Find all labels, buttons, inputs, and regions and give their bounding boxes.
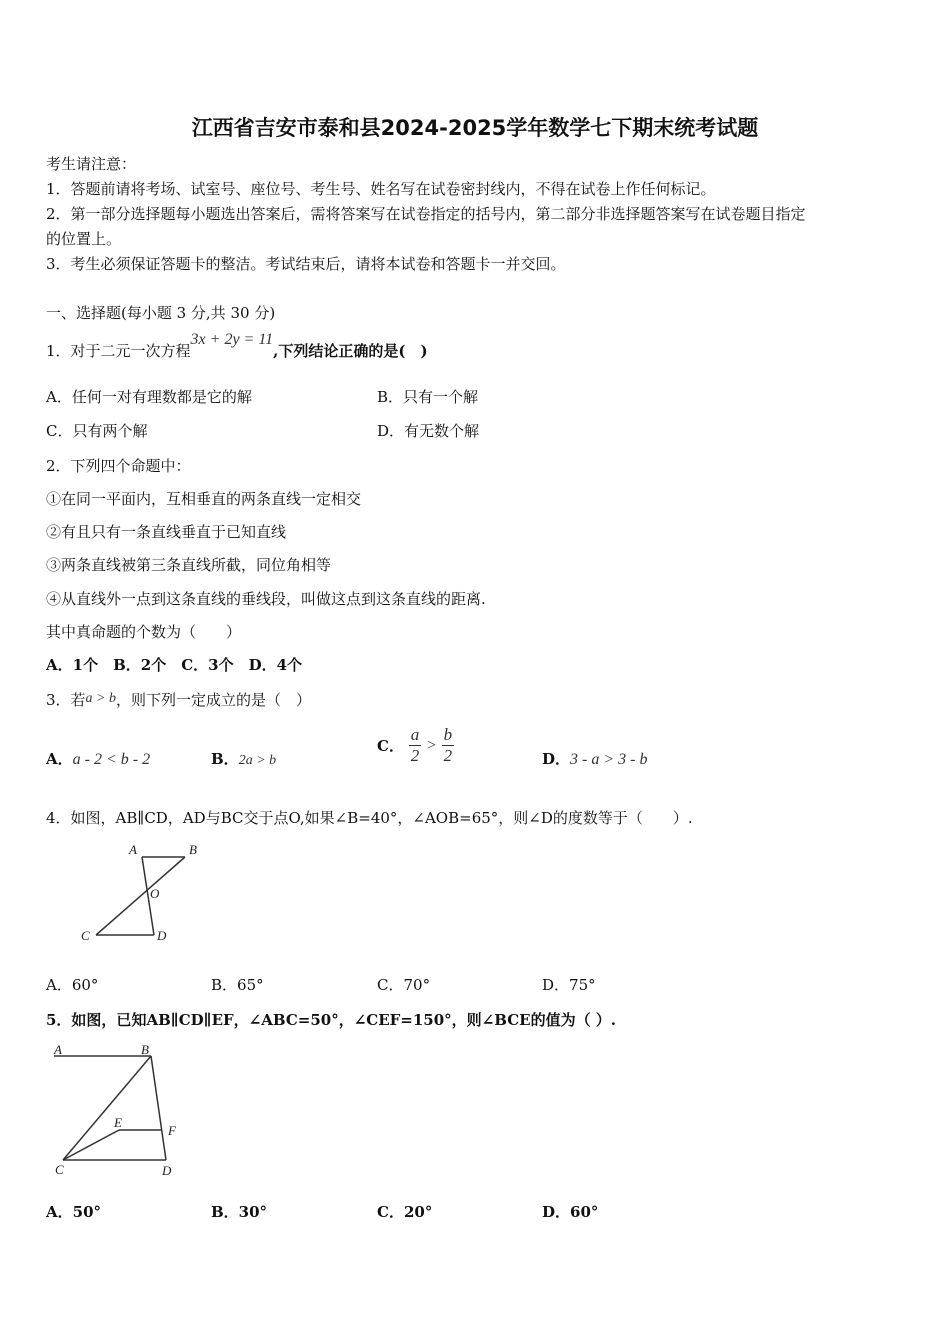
q3-option-a: [46, 748, 150, 769]
notice-heading: 考生请注意：: [46, 155, 137, 173]
page-title: 江西省吉安市泰和县2024-2025学年数学七下期末统考试题: [191, 116, 759, 140]
q3-stem: [46, 689, 311, 710]
q5-option-d: D．60°: [542, 1203, 599, 1221]
q2-stem: 2．下列四个命题中：: [46, 457, 191, 475]
q3-option-c-fraction-2: [442, 725, 455, 766]
q5-label-e: E: [114, 1115, 122, 1130]
q5-label-c: C: [55, 1162, 64, 1177]
q1-option-a: A．任何一对有理数都是它的解: [46, 388, 252, 406]
q4-stem: 4．如图，AB∥CD，AD与BC交于点O,如果∠B=40°，∠AOB=65°，则∠D的度数等于（ ）.: [46, 809, 693, 827]
q3-option-c-label: C．: [377, 737, 404, 755]
notice-item-2: 2．第一部分选择题每小题选出答案后，需将答案写在试卷指定的括号内，第二部分非选择题答案写在试卷题目指定: [46, 205, 806, 223]
q5-stem: 5．如图，已知AB∥CD∥EF，∠ABC=50°，∠CEF=150°，则∠BCE的值为（ ）.: [46, 1011, 617, 1029]
q4-label-a: A: [129, 842, 137, 857]
q5-figure: [44, 1038, 194, 1183]
q5-label-d: D: [162, 1163, 172, 1178]
q3-option-c-num-2: b: [443, 725, 453, 744]
q4-label-b: B: [189, 842, 197, 857]
q3-option-c-den-1: 2: [410, 746, 420, 765]
q2-options: A．1个 B．2个 C．3个 D．4个: [46, 656, 303, 674]
q5-option-c: C．20°: [377, 1203, 433, 1221]
q3-option-c-op: >: [426, 736, 437, 754]
q3-option-d: [542, 748, 647, 769]
q2-proposition-2: ②有且只有一条直线垂直于已知直线: [46, 523, 287, 541]
q1-stem: [46, 331, 428, 361]
q3-option-c-num-1: a: [410, 725, 420, 744]
q3-option-b-label: B．: [211, 750, 239, 768]
q4-label-c: C: [81, 928, 90, 943]
q5-segment-bc: [63, 1056, 151, 1160]
q3-stem-suffix: ，则下列一定成立的是（ ）: [116, 691, 312, 709]
q4-figure: [72, 836, 212, 948]
q3-option-b-math: 2a > b: [238, 753, 277, 768]
q3-option-a-math: a - 2 < b - 2: [72, 751, 151, 768]
q3-option-c-den-2: 2: [443, 746, 453, 765]
q3-condition: a > b: [85, 691, 116, 706]
q4-option-a: A．60°: [46, 976, 99, 994]
q3-option-a-label: A．: [46, 750, 73, 768]
q2-proposition-3: ③两条直线被第三条直线所截，同位角相等: [46, 556, 332, 574]
q5-label-a: A: [54, 1042, 62, 1057]
q5-segment-ce: [63, 1130, 119, 1160]
q4-option-c: C．70°: [377, 976, 431, 994]
section-heading: 一、选择题(每小题 3 分,共 30 分): [46, 304, 276, 322]
q2-ask: 其中真命题的个数为（ ）: [46, 623, 242, 641]
q4-label-d: D: [157, 928, 167, 943]
q5-label-b: B: [141, 1042, 149, 1057]
q1-option-c: C．只有两个解: [46, 422, 148, 440]
q3-option-c-fraction-1: [409, 725, 422, 766]
q5-option-b: B．30°: [211, 1203, 268, 1221]
q4-option-d: D．75°: [542, 976, 596, 994]
q3-stem-prefix: 3．若: [46, 691, 86, 709]
q1-option-b: B．只有一个解: [377, 388, 479, 406]
q3-option-c: [377, 725, 454, 766]
q4-option-b: B．65°: [211, 976, 264, 994]
q3-option-b: [211, 748, 276, 769]
q5-label-f: F: [168, 1123, 176, 1138]
q3-option-d-math: 3 - a > 3 - b: [570, 751, 648, 768]
q1-stem-prefix: 1．对于二元一次方程: [46, 342, 191, 360]
notice-item-2-cont: 的位置上。: [46, 230, 122, 248]
notice-item-3: 3．考生必须保证答题卡的整洁。考试结束后，请将本试卷和答题卡一并交回。: [46, 255, 566, 273]
q3-option-d-label: D．: [542, 750, 571, 768]
q5-segment-bd: [151, 1056, 166, 1160]
q2-proposition-4: ④从直线外一点到这条直线的垂线段，叫做这点到这条直线的距离.: [46, 590, 486, 608]
q1-stem-suffix: ,下列结论正确的是( ): [273, 342, 428, 360]
notice-item-1: 1．答题前请将考场、试室号、座位号、考生号、姓名写在试卷密封线内，不得在试卷上作任何标记。: [46, 180, 716, 198]
q5-option-a: A．50°: [46, 1203, 102, 1221]
q4-label-o: O: [150, 886, 160, 901]
q1-option-d: D．有无数个解: [377, 422, 480, 440]
q1-equation: 3x + 2y = 11: [190, 331, 274, 348]
q2-proposition-1: ①在同一平面内，互相垂直的两条直线一定相交: [46, 490, 362, 508]
q4-segment-bc: [96, 857, 185, 935]
